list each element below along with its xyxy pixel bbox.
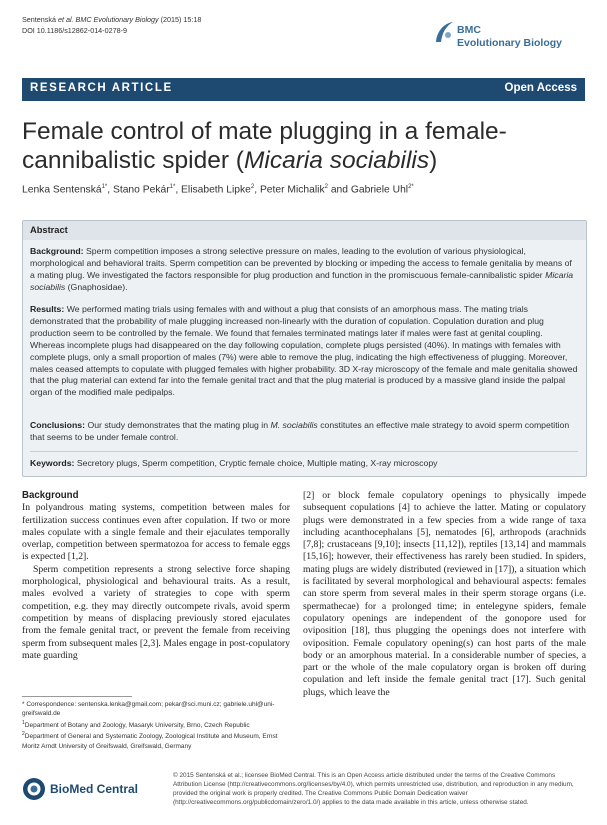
body-paragraph: In polyandrous mating systems, competition between males for fertilization success continues even after copulation. If two or more males copulate with a single female and their ejaculates temporally overlap, competition between spermatozoa for access to female eggs is expected [1,2]. (22, 502, 290, 563)
footnotes (22, 700, 292, 751)
abstract-conclusions (30, 420, 578, 444)
author-affil-mark: 2 (250, 184, 255, 190)
journal-logo[interactable] (433, 18, 593, 58)
keywords-text: Secretory plugs, Sperm competition, Cryptic female choice, Multiple mating, X-ray microscopy (74, 458, 438, 468)
citation-authors: Sentenská (22, 15, 58, 24)
biomed-central-icon (22, 777, 46, 801)
author-name: and Gabriele Uhl (327, 184, 409, 196)
logo-line2: Evolutionary Biology (457, 37, 563, 49)
author-name: , Stano Pekár (107, 184, 170, 196)
footnote-rule (22, 696, 132, 697)
publisher-logo[interactable] (22, 777, 152, 801)
article-type: RESEARCH ARTICLE (30, 82, 173, 94)
bmc-swoosh-icon (433, 20, 455, 46)
correspondence[interactable]: * Correspondence: sentenska.lenka@gmail.com; pekar@sci.muni.cz; gabriele.uhl@uni-greifswald.de (22, 701, 275, 718)
abstract-conclusions-label: Conclusions: (30, 420, 86, 430)
author-name: Lenka Sentenská (22, 184, 102, 196)
body-paragraph: Sperm competition represents a strong selective force shaping morphological, physiological and behavioural traits. As a result, males evolved a variety of strategies to cope with sperm competition, e.g. they may directly outcompete rivals, avoid sperm competition by means of displacing previously stored ejaculates from the female genital tract, or prevent the female from receiving sperm from subsequent males [2,3]. Males engage in post-copulatory mate guarding (22, 563, 290, 661)
abstract-results-label: Results: (30, 304, 65, 314)
abstract-divider (30, 451, 578, 452)
article-type-banner (22, 78, 585, 101)
author-name: , Peter Michalik (254, 184, 325, 196)
abstract-header (23, 221, 586, 240)
author-list (22, 184, 414, 195)
abstract-background-text: Sperm competition imposes a strong selective pressure on males, leading to the evolution of various physiological, morphological and behavioral traits. Sperm competition can be prevented by blocking or impeding the access to female genitalia by means of a mating plug. We investigated the factors responsible for plug production and function in the promiscuous female-cannibalistic spider (30, 246, 572, 280)
publisher-name: BioMed Central (50, 782, 139, 796)
citation-journal: et al. BMC Evolutionary Biology (57, 15, 159, 24)
license-text: © 2015 Sentenská et al.; licensee BioMed Central. This is an Open Access article distributed under the terms of the Creative Commons Attribution License (http://creativecommons.org/licenses/by/4.0), which permits unrestricted use, distribution, and reproduction in any medium, provided the original work is properly credited. The Creative Commons Public Domain Dedication waiver (http://creativecommons.org/publicdomain/zero/1.0/) applies to the data made available in this article, unless otherwise stated. (173, 772, 574, 806)
abstract-heading: Abstract (30, 225, 68, 235)
title-close: ) (429, 147, 438, 174)
author-name: , Elisabeth Lipke (175, 184, 251, 196)
species-name: Micaria sociabilis (30, 269, 574, 292)
title-species: Micaria sociabilis (243, 147, 430, 174)
doi[interactable]: DOI 10.1186/s12862-014-0278-9 (22, 26, 127, 35)
abstract-background-label: Background: (30, 246, 84, 256)
abstract-results-text: We performed mating trials using females with and without a plug that consists of an amorphous mass. The mating trials demonstrated that the probability of male plugging increased non-linearly with the duration of copulation. Copulation duration and plug production seem to be controlled by the female. We found that females terminated matings later if males were fast at genital coupling. Whereas incomplete plugs had disappeared on the day following copulation, complete plugs persisted (40%). In matings with females with complete plugs, only a small proportion of males (7%) were able to remove the plug, indicating the high effectiveness of plugging. Moreover, males ceased attempts to copulate with plugged females with higher probability. 3D X-ray microscopy of the female and male genitalia showed that the plug material can extend far into the female genital tract and that the plug material is produced by a massive gland inside the palpal organ of the modified male pedipalps. (30, 304, 578, 398)
abstract-background-end: (Gnaphosidae). (65, 281, 128, 292)
article-title (22, 117, 587, 175)
body-paragraph: [2] or block female copulatory openings to physically impede subsequent copulations [4] to achieve the latter. Mating or copulatory plugs were demonstrated in a few species from a wide range of taxa including acanthocephalans [5], nematodes [6], arthropods (arachnids [7,8]; crustaceans [9,10]; insects [11,12]), reptiles [13,14] and mammals [15,16]; however, their effectiveness has rarely been studied. In spiders, mating plugs are widely distributed (reviewed in [17]), a situation which is facilitated by several morphological and behavioural aspects: females can store sperm from several males in their sperm storage organs (i.e. spermathecae) for a prolonged time; in entelegyne spiders, female copulatory openings are independent of the gonopore used for oviposition [18], thus plugging the openings does not interfere with oviposition. Female copulatory opening(s) can host parts of the male body or an amorphous material. In a considerable number of species, a part or the whole of the male copulatory organ is broken off during copulation and left inside the female genital tract [17]. Such genital plugs, which leave the (303, 490, 586, 698)
author-affil-mark: 2 (324, 184, 328, 190)
logo-line1: BMC (457, 24, 481, 36)
affiliation-1 (22, 719, 292, 731)
affil-number: 1 (22, 719, 25, 726)
abstract-conclusions-text: Our study demonstrates that the mating plug in (85, 420, 271, 430)
running-citation (22, 15, 201, 25)
title-main: Female control of mate plugging in a female-cannibalistic spider ( (22, 118, 507, 174)
affiliation-2 (22, 730, 292, 751)
abstract-background (30, 246, 578, 294)
affiliation-text: Department of General and Systematic Zoology, Zoological Institute and Museum, Ernst Moritz Arndt University of Greifswald, Greifswald, Germany (22, 733, 278, 750)
affiliation-text: Department of Botany and Zoology, Masaryk University, Brno, Czech Republic (24, 721, 250, 729)
species-name: M. sociabilis (270, 420, 318, 430)
abstract-box (22, 220, 587, 477)
affil-number: 2 (22, 731, 25, 738)
citation-volume: (2015) 15:18 (158, 15, 202, 24)
author-affil-mark: 1* (101, 184, 108, 190)
body-column-right (303, 490, 586, 699)
keywords (30, 458, 578, 470)
open-access-label: Open Access (504, 82, 577, 94)
body-column-left (22, 490, 290, 662)
keywords-label: Keywords: (30, 458, 75, 468)
author-affil-mark: 1* (169, 184, 176, 190)
abstract-results (30, 304, 578, 399)
abstract-conclusions-text-end: constitutes an effective male strategy to avoid sperm competition that seems to be under female control. (30, 420, 570, 442)
section-heading: Background (22, 490, 79, 501)
author-affil-mark: 2* (408, 184, 414, 190)
